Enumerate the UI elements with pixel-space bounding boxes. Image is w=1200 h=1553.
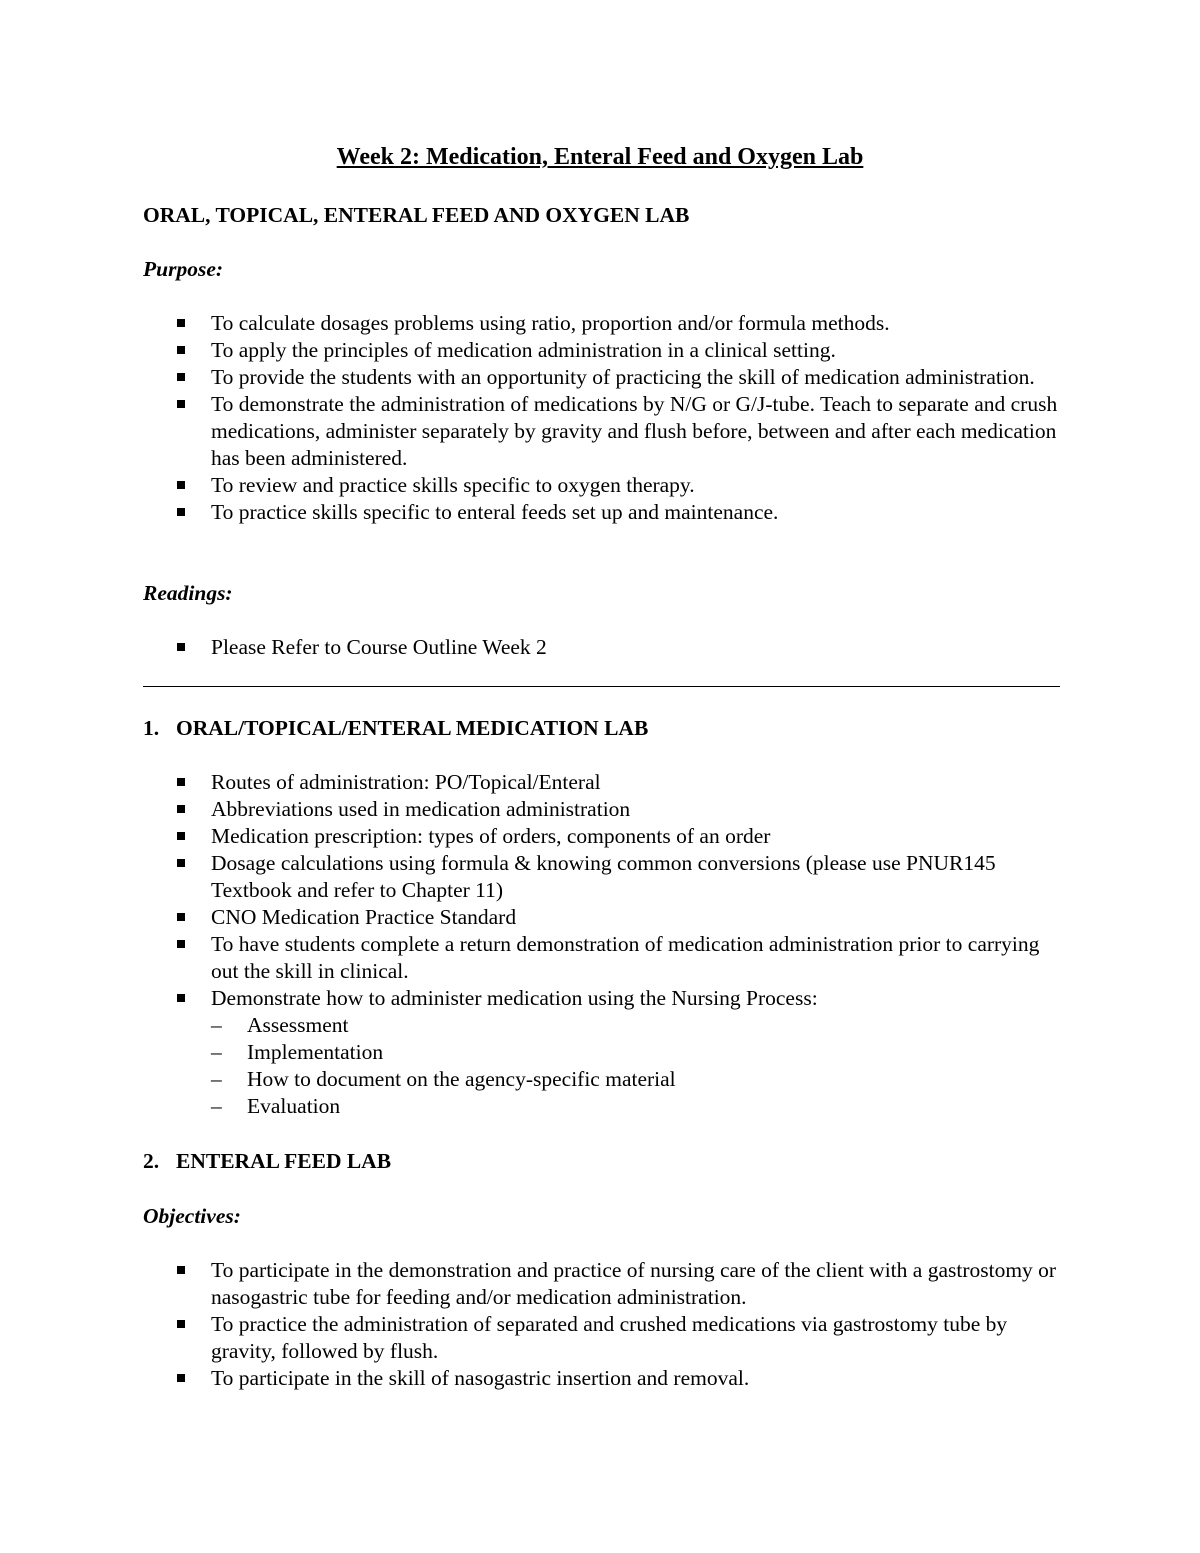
square-bullet-icon (177, 346, 185, 354)
list-item: To review and practice skills specific to oxygen therapy. (0, 472, 1200, 499)
square-bullet-icon (177, 508, 185, 516)
dash-bullet-icon: – (211, 1040, 222, 1064)
list-item: Routes of administration: PO/Topical/Enteral (0, 769, 1200, 796)
square-bullet-icon (177, 994, 185, 1002)
square-bullet-icon (177, 778, 185, 786)
list-item: To demonstrate the administration of medications by N/G or G/J-tube. Teach to separate and crush medications, administer separately by gravity and flush before, between and after each medication has been administered. (0, 391, 1200, 472)
list-item: CNO Medication Practice Standard (0, 904, 1200, 931)
square-bullet-icon (177, 373, 185, 381)
square-bullet-icon (177, 805, 185, 813)
list-item: Demonstrate how to administer medication using the Nursing Process: – Assessment – Implementation – How to document on the agency-specific material – Evaluation (0, 985, 1200, 1120)
section-title: ENTERAL FEED LAB (176, 1149, 392, 1173)
nursing-process-sublist (211, 1012, 1070, 1120)
list-item: To practice the administration of separated and crushed medications via gastrostomy tube by gravity, followed by flush. (0, 1311, 1200, 1365)
objectives-label: Objectives: (143, 1204, 241, 1228)
section-2-heading (143, 1149, 391, 1174)
square-bullet-icon (177, 940, 185, 948)
square-bullet-icon (177, 481, 185, 489)
list-item: To have students complete a return demonstration of medication administration prior to carrying out the skill in clinical. (0, 931, 1200, 985)
horizontal-divider (143, 686, 1060, 687)
readings-list (0, 634, 1200, 661)
list-item: Medication prescription: types of orders, components of an order (0, 823, 1200, 850)
square-bullet-icon (177, 859, 185, 867)
sublist-item: – How to document on the agency-specific material (211, 1067, 676, 1091)
purpose-label: Purpose: (143, 257, 224, 281)
section-title: ORAL/TOPICAL/ENTERAL MEDICATION LAB (176, 716, 649, 740)
lab-subtitle: ORAL, TOPICAL, ENTERAL FEED AND OXYGEN LAB (143, 203, 690, 227)
list-item: To practice skills specific to enteral feeds set up and maintenance. (0, 499, 1200, 526)
list-item: To participate in the demonstration and practice of nursing care of the client with a gastrostomy or nasogastric tube for feeding and/or medication administration. (0, 1257, 1200, 1311)
square-bullet-icon (177, 400, 185, 408)
list-item: Please Refer to Course Outline Week 2 (0, 634, 1200, 661)
purpose-list (0, 310, 1200, 526)
square-bullet-icon (177, 913, 185, 921)
sublist-item: – Implementation (211, 1040, 384, 1064)
dash-bullet-icon: – (211, 1094, 222, 1118)
square-bullet-icon (177, 1374, 185, 1382)
list-item: To participate in the skill of nasogastric insertion and removal. (0, 1365, 1200, 1392)
section-2-list (0, 1257, 1200, 1392)
list-item: Abbreviations used in medication administration (0, 796, 1200, 823)
document-title: Week 2: Medication, Enteral Feed and Oxygen Lab (336, 144, 864, 170)
square-bullet-icon (177, 319, 185, 327)
list-item: To apply the principles of medication administration in a clinical setting. (0, 337, 1200, 364)
square-bullet-icon (177, 643, 185, 651)
section-1-heading (143, 716, 648, 741)
sublist-item: – Assessment (211, 1013, 349, 1037)
section-number: 1. (143, 716, 160, 740)
square-bullet-icon (177, 1266, 185, 1274)
list-item: To provide the students with an opportunity of practicing the skill of medication administration. (0, 364, 1200, 391)
sublist-item: – Evaluation (211, 1094, 341, 1118)
square-bullet-icon (177, 1320, 185, 1328)
section-1-list (0, 769, 1200, 1120)
list-item: Dosage calculations using formula & knowing common conversions (please use PNUR145 Textbook and refer to Chapter 11) (0, 850, 1200, 904)
readings-label: Readings: (143, 581, 233, 605)
section-number: 2. (143, 1149, 160, 1173)
square-bullet-icon (177, 832, 185, 840)
list-item: To calculate dosages problems using ratio, proportion and/or formula methods. (0, 310, 1200, 337)
dash-bullet-icon: – (211, 1013, 222, 1037)
dash-bullet-icon: – (211, 1067, 222, 1091)
